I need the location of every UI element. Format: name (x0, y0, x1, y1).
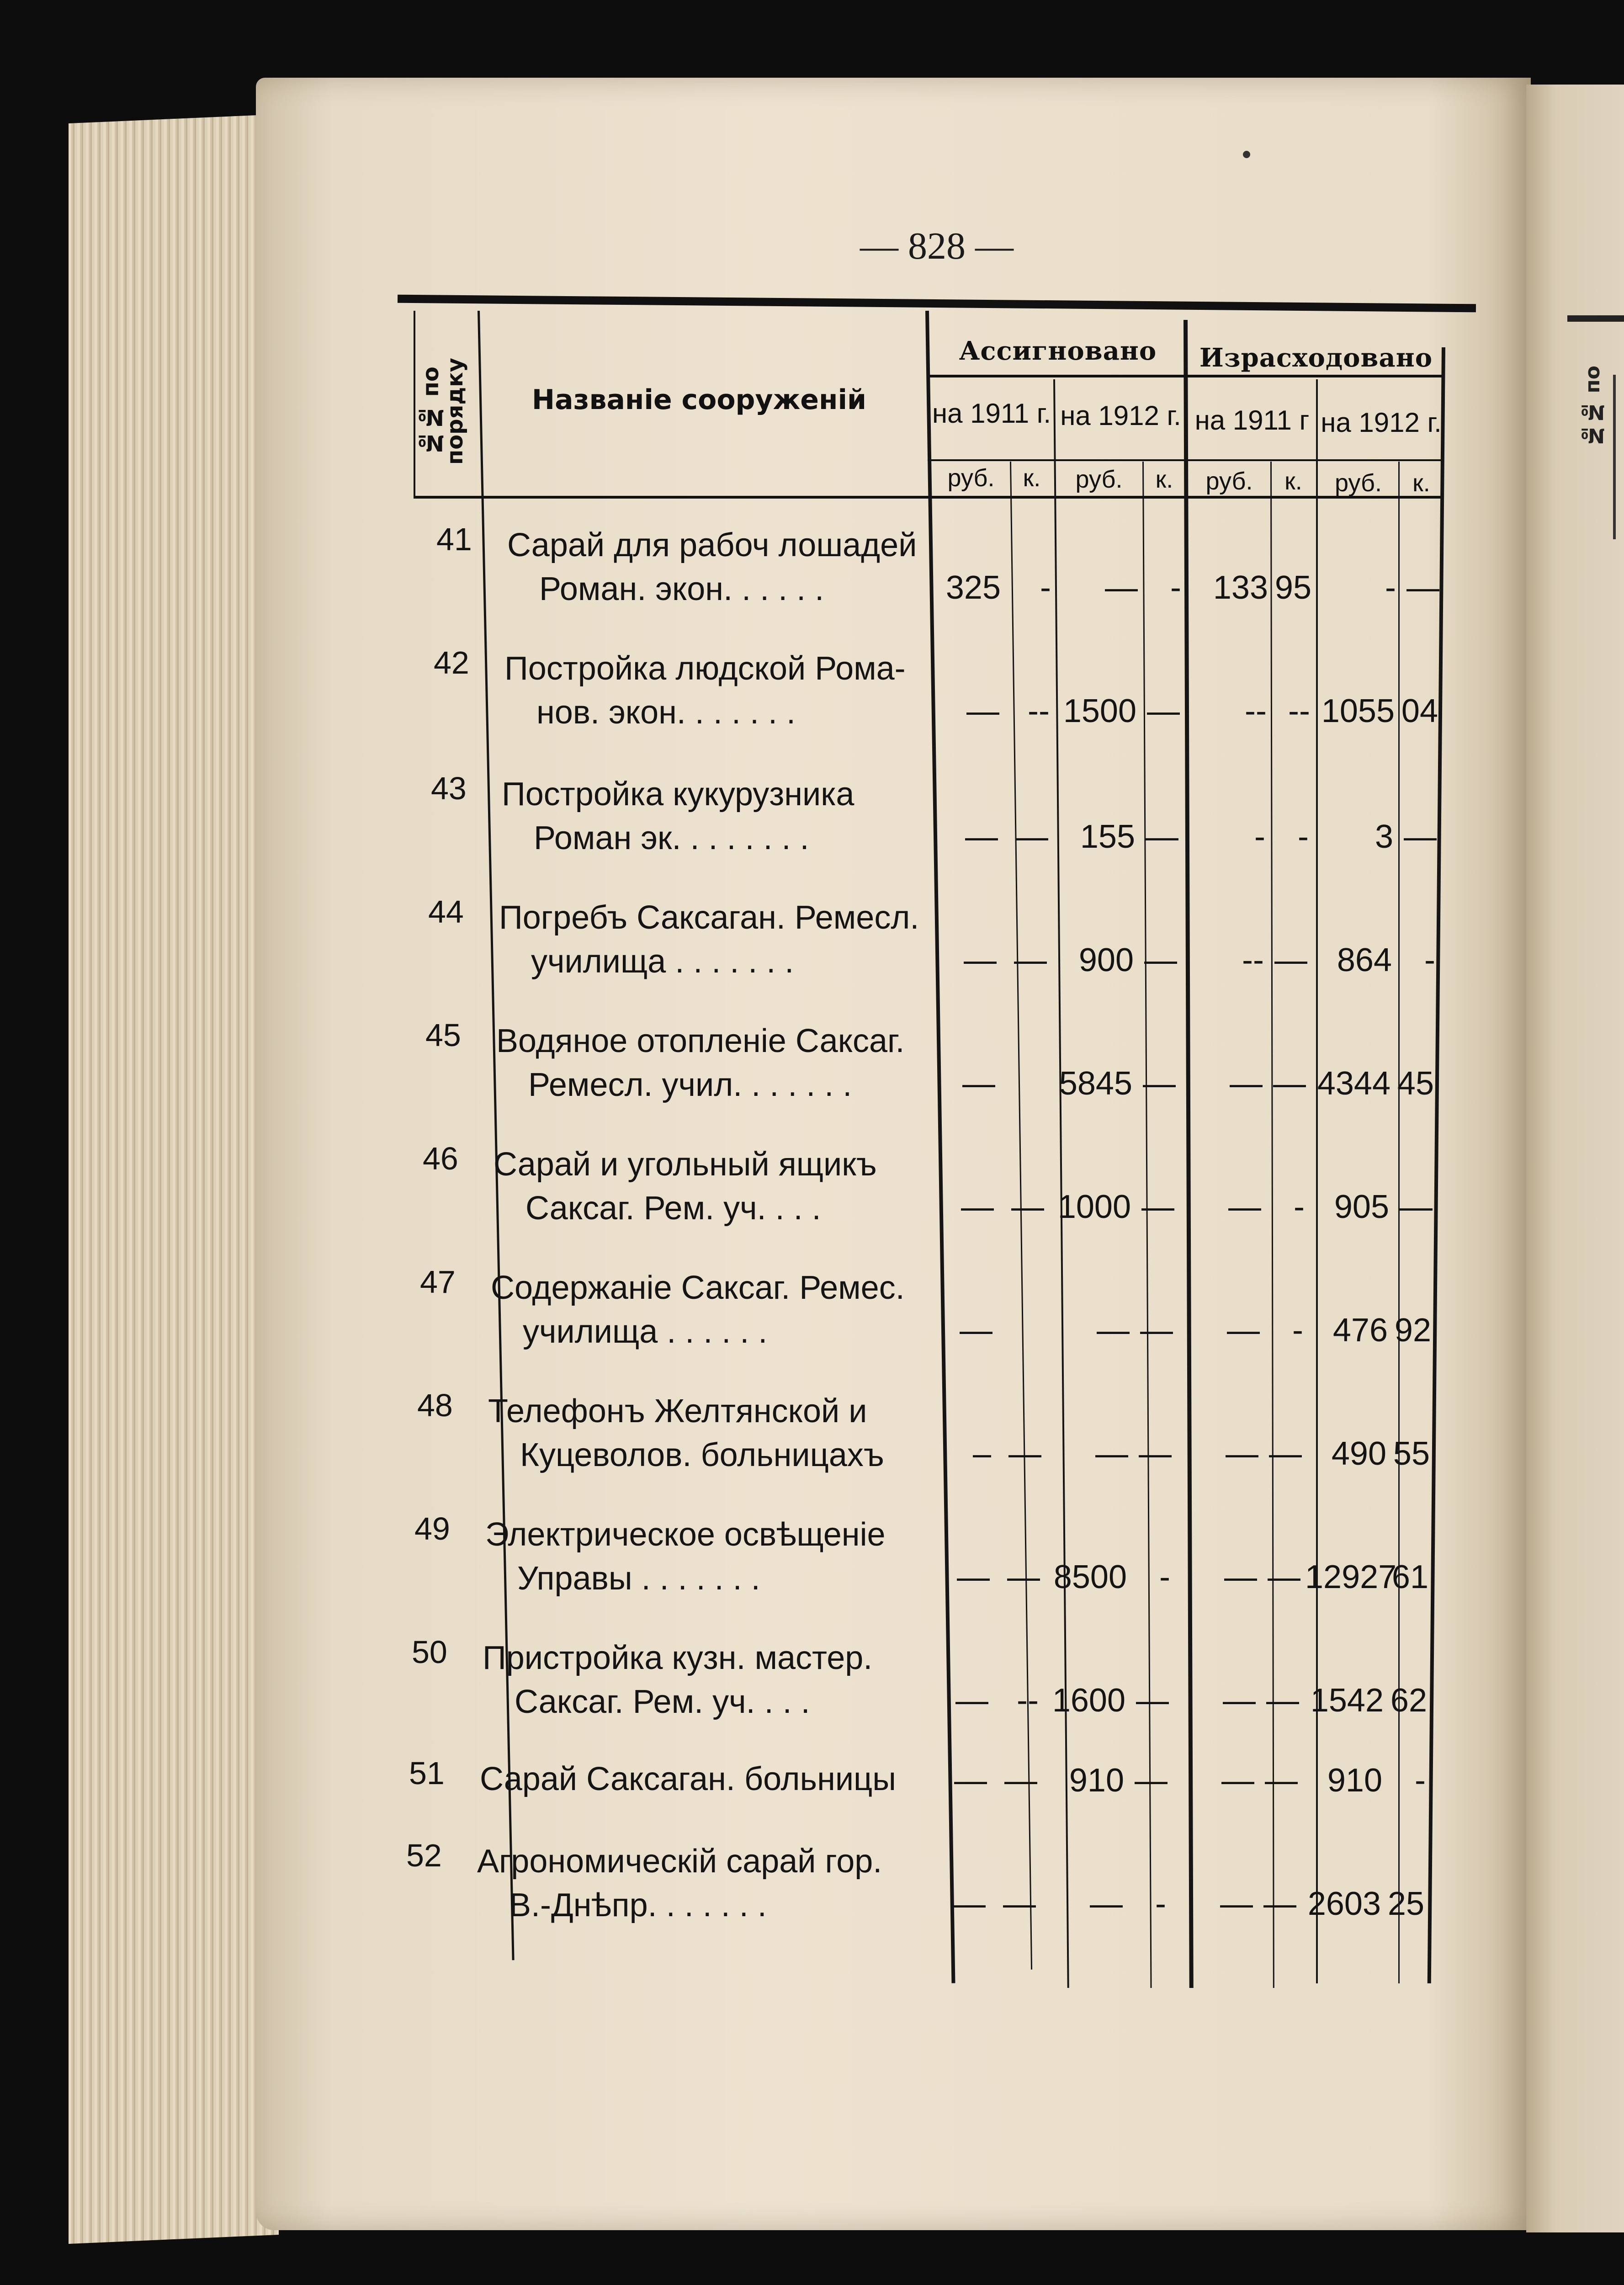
cell-a11r: — (964, 942, 997, 978)
cell-s12k: 62 (1390, 1682, 1427, 1719)
row-name (494, 1142, 877, 1230)
col-rule-a12 (1053, 379, 1069, 1988)
cell-s11k: — (1269, 1435, 1302, 1472)
row-name (480, 1757, 896, 1801)
header-name: Названіе сооруженій (531, 384, 867, 416)
row-number: 50 (412, 1634, 447, 1670)
row-name-line2: Куцеволов. больницахъ (520, 1437, 884, 1473)
cell-s12k: 55 (1393, 1435, 1430, 1472)
cell-s12k: 61 (1391, 1559, 1428, 1595)
cell-a11r: — (954, 1762, 987, 1799)
cell-a12r: 5845 (1059, 1065, 1132, 1102)
header-assigned: Ассигновано (959, 336, 1157, 366)
cell-s11r: — (1221, 1762, 1254, 1799)
header-assigned-1912: на 1912 г. (1060, 400, 1181, 431)
cell-a12k: - (1159, 1559, 1170, 1595)
cell-s11k: — (1263, 1886, 1296, 1922)
cell-s12k: — (1404, 818, 1437, 855)
cell-a11r: — (955, 1682, 988, 1719)
cell-s11k: — (1266, 1682, 1299, 1719)
cell-s12r: 4344 (1317, 1065, 1390, 1102)
col-rule-s12 (1316, 379, 1318, 1983)
cell-a12k: — (1146, 818, 1178, 855)
header-kop: к. (1023, 464, 1041, 492)
cell-a11k: — (1004, 1762, 1037, 1799)
page-number: — 828 — (860, 225, 1014, 267)
cell-a12r: 155 (1080, 818, 1135, 855)
header-assigned-1911: на 1911 г. (932, 398, 1051, 429)
cell-a12r: 900 (1078, 942, 1134, 978)
row-name-line1: Сарай и угольный ящикъ (494, 1146, 877, 1183)
row-name (488, 1389, 884, 1477)
cell-a11r: — (960, 1312, 992, 1349)
cell-a11r: — (965, 818, 998, 855)
cell-a12k: — (1143, 1065, 1176, 1102)
row-name-line2: В.-Днѣпр. . . . . . . (509, 1887, 767, 1924)
cell-s12r: 1542 (1310, 1682, 1384, 1719)
header-rub: руб. (1205, 468, 1253, 495)
cell-s12r: - (1385, 569, 1396, 606)
cell-s11k: - (1294, 1189, 1305, 1225)
cell-a12r: — (1090, 1886, 1123, 1922)
cell-s11k: — (1268, 1559, 1300, 1595)
row-number: 41 (436, 521, 472, 557)
row-name-line1: Постройка людской Рома- (504, 650, 906, 687)
row-number: 46 (423, 1141, 458, 1176)
header-number-cell (414, 334, 473, 489)
row-number: 42 (434, 645, 469, 680)
row-number: 45 (425, 1017, 461, 1053)
cell-s11r: - (1254, 818, 1265, 855)
cell-s12r: 1055 (1321, 693, 1395, 729)
row-number: 48 (417, 1387, 453, 1423)
row-number: 51 (409, 1755, 445, 1791)
header-rub: руб. (947, 464, 995, 492)
row-name (499, 896, 919, 983)
row-name-line2: Управы . . . . . . . (517, 1560, 760, 1597)
cell-a12r: — (1095, 1435, 1128, 1472)
cell-a12r: 8500 (1053, 1559, 1127, 1595)
row-name-line1: Сарай Саксаган. больницы (480, 1761, 897, 1797)
row-number: 47 (420, 1264, 456, 1300)
cell-s12r: 910 (1327, 1762, 1382, 1799)
cell-s12k: 45 (1397, 1065, 1434, 1102)
cell-s12k: - (1424, 942, 1435, 978)
cell-a12r: 1000 (1057, 1189, 1131, 1225)
cell-a12r: 1500 (1063, 693, 1136, 729)
col-rule-name (925, 311, 955, 1983)
cell-a12r: 910 (1069, 1762, 1124, 1799)
row-name-line1: Телефонъ Желтянской и (488, 1393, 867, 1429)
cell-a11k: -- (1028, 693, 1050, 729)
cell-a11k: — (1003, 1886, 1036, 1922)
row-name-line2: Роман эк. . . . . . . . (534, 820, 809, 856)
header-rub: руб. (1335, 469, 1382, 497)
row-name-line2: Саксаг. Рем. уч. . . . (525, 1190, 821, 1227)
row-name (496, 1019, 905, 1107)
cell-s11r: — (1223, 1682, 1256, 1719)
cell-s11k: - (1292, 1312, 1303, 1349)
cell-a12r: 1600 (1052, 1682, 1125, 1719)
cell-s12r: 2603 (1307, 1886, 1381, 1922)
row-name-line1: Содержаніе Саксаг. Ремес. (491, 1270, 905, 1306)
cell-a12k: — (1144, 942, 1177, 978)
cell-s11k: - (1298, 818, 1309, 855)
header-kop: к. (1284, 468, 1302, 495)
cell-a12k: — (1140, 1312, 1173, 1349)
row-name-line1: Погребъ Саксаган. Ремесл. (499, 899, 919, 936)
row-name (502, 772, 854, 860)
header-rub: руб. (1075, 466, 1123, 493)
cell-s11r: — (1228, 1189, 1261, 1225)
cell-s11r: — (1230, 1065, 1263, 1102)
row-name-line1: Пристройка кузн. мастер. (483, 1640, 873, 1676)
cell-s11r: 133 (1213, 569, 1268, 606)
cell-a11r: — (957, 1559, 990, 1595)
cell-a11r: — (962, 1065, 995, 1102)
cell-a12k: — (1135, 1762, 1168, 1799)
header-spent: Израсходовано (1199, 343, 1433, 373)
cell-s12k: 92 (1394, 1312, 1431, 1349)
cell-s11r: — (1226, 1435, 1258, 1472)
header-kop: к. (1155, 466, 1173, 493)
row-name-line2: училища . . . . . . (523, 1313, 768, 1350)
cell-a11r: – (972, 1435, 991, 1472)
cell-s12r: 476 (1332, 1312, 1388, 1349)
row-name-line2: Роман. экон. . . . . . (539, 571, 824, 607)
cell-a12k: - (1170, 569, 1181, 606)
row-number: 43 (431, 771, 467, 806)
row-number: 44 (428, 894, 464, 930)
cell-s12r: 3 (1375, 818, 1393, 855)
cell-a11k: -- (1017, 1682, 1039, 1719)
header-spent-1912: на 1912 г. (1321, 407, 1442, 438)
header-kop: к. (1412, 469, 1430, 497)
cell-a12k: - (1155, 1886, 1166, 1922)
header-number: №№ по порядку (418, 358, 468, 465)
cell-a12k: — (1147, 693, 1180, 729)
cell-s12r: 12927 (1305, 1559, 1397, 1595)
cell-a11k: — (1007, 1559, 1040, 1595)
cell-s12k: 25 (1387, 1886, 1424, 1922)
row-name-line1: Сарай для рабоч лошадей (507, 527, 917, 563)
cell-s12r: 490 (1331, 1435, 1386, 1472)
cell-a11r: — (966, 693, 999, 729)
cell-s11k: -- (1288, 693, 1310, 729)
cell-a11r: — (953, 1886, 986, 1922)
right-page-header-text: №№ по (1581, 366, 1604, 447)
row-name-line1: Агрономическій сарай гор. (477, 1843, 882, 1880)
row-name (504, 647, 906, 734)
row-name-line1: Постройка кукурузника (502, 776, 854, 813)
row-name-line1: Электрическое освѣщеніе (485, 1516, 886, 1553)
table-top-rule (398, 295, 1476, 313)
header-spent-1911: на 1911 г (1194, 405, 1310, 436)
row-name-line2: училища . . . . . . . (531, 943, 794, 980)
cell-s11k: — (1274, 942, 1307, 978)
cell-s11r: — (1224, 1559, 1257, 1595)
row-number: 52 (406, 1838, 442, 1873)
cell-s12k: - (1415, 1762, 1426, 1799)
cell-a11r: 325 (945, 569, 1001, 606)
cell-a12k: — (1141, 1189, 1174, 1225)
row-number: 49 (414, 1511, 450, 1546)
cell-s12k: — (1406, 569, 1439, 606)
row-name (477, 1839, 882, 1927)
row-name-line2: нов. экон. . . . . . . (536, 694, 796, 731)
cell-a12k: — (1136, 1682, 1169, 1719)
row-name-line2: Саксаг. Рем. уч. . . . (515, 1684, 810, 1720)
cell-a11k: — (1015, 818, 1048, 855)
row-name (483, 1636, 872, 1724)
cell-s11r: — (1227, 1312, 1260, 1349)
cell-a12r: — (1097, 1312, 1130, 1349)
cell-s11k: — (1265, 1762, 1298, 1799)
cell-s11k: 95 (1274, 569, 1311, 606)
cell-s12k: — (1400, 1189, 1433, 1225)
row-name (507, 523, 917, 611)
row-name-line2: Ремесл. учил. . . . . . . (528, 1067, 852, 1103)
cell-s11k: — (1273, 1065, 1306, 1102)
cell-s11r: -- (1242, 942, 1264, 978)
cell-a11k: — (1014, 942, 1047, 978)
cell-a11r: — (961, 1189, 994, 1225)
cell-s11r: -- (1245, 693, 1267, 729)
cell-s12r: 864 (1337, 942, 1392, 978)
cell-s12r: 905 (1334, 1189, 1389, 1225)
cell-a12r: — (1105, 569, 1138, 606)
row-name-line1: Водяное отопленіе Саксаг. (496, 1023, 905, 1059)
cell-a11k: — (1008, 1435, 1041, 1472)
row-name (485, 1513, 886, 1600)
cell-s12k: 04 (1401, 693, 1438, 729)
row-name (491, 1266, 905, 1354)
cell-a12k: — (1139, 1435, 1172, 1472)
cell-s11r: — (1220, 1886, 1253, 1922)
cell-a11k: - (1040, 569, 1051, 606)
cell-a11k: — (1011, 1189, 1044, 1225)
